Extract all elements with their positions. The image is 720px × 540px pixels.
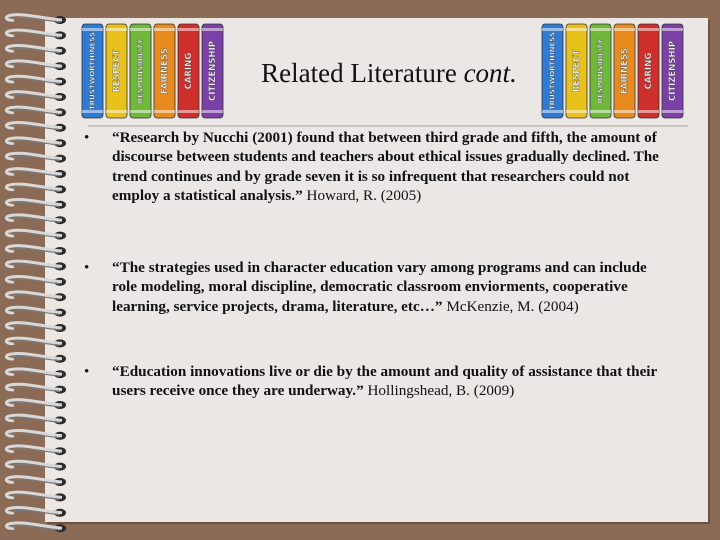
slide-title — [229, 58, 549, 89]
binding-ring — [6, 138, 66, 147]
binding-ring — [6, 246, 66, 255]
binding-ring — [6, 61, 66, 70]
binding-ring — [6, 107, 66, 116]
character-books-left — [80, 22, 230, 122]
bullet-marker: • — [84, 363, 90, 380]
bullet-marker: • — [84, 259, 90, 276]
bullet-citation: Howard, R. (2005) — [302, 187, 422, 205]
book-spine — [662, 24, 683, 118]
binding-ring — [6, 122, 66, 131]
book-label: CARING — [644, 52, 654, 90]
binding-ring — [6, 523, 66, 532]
binding-ring — [6, 461, 66, 470]
bullet-quote: “Education innovations live or die by the amount and quality of assistance that their users receive once they are underway.” — [112, 363, 657, 400]
title-main: Related Literature — [261, 58, 457, 88]
spiral-binding — [0, 0, 80, 540]
binding-ring — [6, 446, 66, 455]
binding-ring — [6, 323, 66, 332]
book-spine — [106, 24, 127, 118]
title-italic: cont. — [463, 58, 517, 88]
title-divider — [88, 125, 688, 127]
book-spine — [82, 24, 103, 118]
book-spine — [154, 24, 175, 118]
binding-ring — [6, 338, 66, 347]
bullet-citation: McKenzie, M. (2004) — [442, 297, 579, 315]
book-label: RESPECT — [112, 49, 122, 93]
book-label: FAIRNESS — [620, 48, 630, 94]
book-spine — [202, 24, 223, 118]
book-label: FAIRNESS — [160, 48, 170, 94]
binding-ring — [6, 15, 66, 24]
binding-ring — [6, 215, 66, 224]
binding-ring — [6, 199, 66, 208]
binding-ring — [6, 353, 66, 362]
binding-ring — [6, 276, 66, 285]
book-label: CARING — [184, 52, 194, 90]
binding-ring — [6, 45, 66, 54]
book-label: TRUSTWORTHINESS — [88, 31, 97, 111]
binding-ring — [6, 415, 66, 424]
book-label: RESPECT — [572, 49, 582, 93]
book-spine — [638, 24, 659, 118]
binding-ring — [6, 492, 66, 501]
book-label: CITIZENSHIP — [208, 40, 218, 102]
binding-ring — [6, 384, 66, 393]
book-spine — [130, 24, 151, 118]
book-spine — [614, 24, 635, 118]
book-label: RESPONSIBILITY — [596, 38, 605, 104]
binding-ring — [6, 307, 66, 316]
character-books-right — [540, 22, 690, 122]
binding-ring — [6, 430, 66, 439]
bullet-marker: • — [84, 129, 90, 146]
book-label: TRUSTWORTHINESS — [548, 31, 557, 111]
binding-ring — [6, 400, 66, 409]
book-spine — [178, 24, 199, 118]
binding-ring — [6, 477, 66, 486]
book-label: RESPONSIBILITY — [136, 38, 145, 104]
binding-ring — [6, 153, 66, 162]
bullet-quote: “The strategies used in character education vary among programs and can include role modeling, moral discipline, democratic classroom enviorments, cooperative learning, service projects, drama, literature, etc…” — [112, 259, 647, 315]
binding-ring — [6, 76, 66, 85]
bullet-citation: Hollingshead, B. (2009) — [363, 382, 515, 400]
binding-ring — [6, 169, 66, 178]
binding-ring — [6, 292, 66, 301]
book-label: CITIZENSHIP — [668, 40, 678, 102]
binding-ring — [6, 369, 66, 378]
binding-ring — [6, 507, 66, 516]
binding-ring — [6, 230, 66, 239]
binding-ring — [6, 30, 66, 39]
binding-ring — [6, 92, 66, 101]
binding-ring — [6, 261, 66, 270]
book-spine — [566, 24, 587, 118]
binding-ring — [6, 184, 66, 193]
bullet-quote: “Research by Nucchi (2001) found that between third grade and fifth, the amount of discourse between students and teachers about ethical issues gradually declined. The trend continues and by grade seven it is so infrequent that researchers could not employ a statistical analysis.” — [112, 129, 659, 205]
book-spine — [590, 24, 611, 118]
